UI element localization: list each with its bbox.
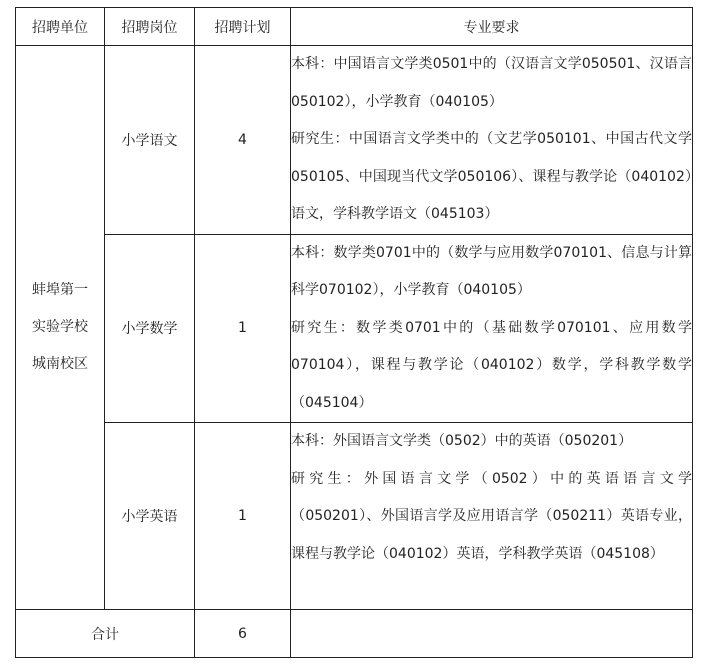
header-unit: 招聘单位 xyxy=(16,8,105,46)
table-header-row xyxy=(16,8,693,46)
table-row xyxy=(16,234,693,423)
total-empty-cell xyxy=(291,610,693,658)
requirement-cell xyxy=(291,423,693,610)
plan-cell: 4 xyxy=(195,46,291,235)
position-cell: 小学语文 xyxy=(105,46,195,235)
total-value: 6 xyxy=(195,610,291,658)
requirement-undergrad: 本科：数学类0701中的（数学与应用数学070101、信息与计算科学070102），小学教育（040105） xyxy=(291,244,692,298)
recruitment-table xyxy=(15,7,693,658)
requirement-graduate: 研究生：外国语言文学（0502）中的英语语言文学（050201）、外国语言学及应用语言学（050211）英语专业，课程与教学论（040102）英语，学科教学英语（045108） xyxy=(291,470,692,562)
plan-cell: 1 xyxy=(195,423,291,610)
table-row xyxy=(16,46,693,235)
table-row xyxy=(16,423,693,610)
header-plan: 招聘计划 xyxy=(195,8,291,46)
position-cell: 小学数学 xyxy=(105,234,195,423)
header-requirement: 专业要求 xyxy=(291,8,693,46)
total-row xyxy=(16,610,693,658)
header-position: 招聘岗位 xyxy=(105,8,195,46)
unit-name-line: 蚌埠第一 xyxy=(32,282,88,298)
requirement-undergrad: 本科：中国语言文学类0501中的（汉语言文学050501、汉语言050102），小学教育（040105） xyxy=(291,56,692,110)
unit-name-line: 城南校区 xyxy=(32,356,88,372)
plan-cell: 1 xyxy=(195,234,291,423)
unit-name-cell xyxy=(16,46,105,610)
position-cell: 小学英语 xyxy=(105,423,195,610)
requirement-graduate: 研究生：中国语言文学类中的（文艺学050101、中国古代文学050105、中国现当代文学050106）、课程与教学论（040102）语文，学科教学语文（045103） xyxy=(291,131,692,222)
requirement-cell xyxy=(291,234,693,423)
requirement-cell xyxy=(291,46,693,235)
requirement-undergrad: 本科：外国语言文学类（0502）中的英语（050201） xyxy=(291,433,633,449)
total-label: 合计 xyxy=(16,610,195,658)
requirement-graduate: 研究生：数学类0701中的（基础数学070101、应用数学070104），课程与教学论（040102）数学，学科教学数学（045104） xyxy=(291,319,692,411)
unit-name-line: 实验学校 xyxy=(32,319,88,335)
